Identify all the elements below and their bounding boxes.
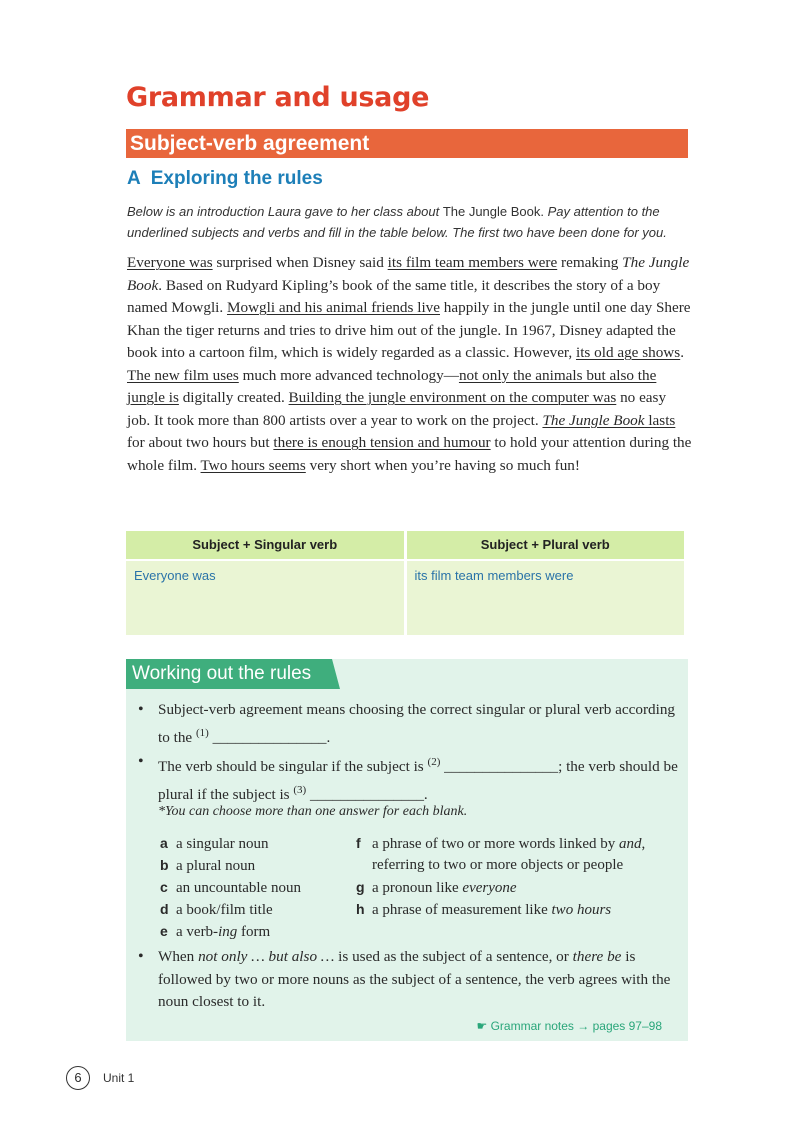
option-letter: e [160,923,168,939]
part-heading [127,168,323,190]
underlined-subject-verb: not only the animals but also the jungle is [127,366,657,406]
grammar-notes-link[interactable]: ☛ Grammar notes → pages 97–98 [476,1019,662,1033]
table-header-singular: Subject + Singular verb [126,531,404,559]
passage-text: to hold your attention during the whole film. [127,434,692,474]
underlined-subject-verb: Mowgli and his animal friends live [226,299,440,316]
option-b [160,854,255,877]
blank-number: (2) [427,756,441,768]
option-text: form [237,924,271,940]
instructions-book-title: The Jungle Book. [442,204,544,219]
underlined-subject-verb: lasts [644,411,676,429]
rules-box [126,659,688,1041]
option-text: an uncountable noun [176,880,301,896]
option-letter: b [160,857,169,873]
instructions-text-2: Pay attention to the underlined subjects and verbs and fill in the table below. The first two have been done for you. [127,204,667,240]
option-text: a plural noun [176,858,256,874]
option-h [356,898,611,921]
passage-text: much more advanced technology— [238,366,459,384]
section-title: Subject-verb agreement [126,129,688,158]
passage-text: . [680,344,684,361]
passage-text: for about two hours but [127,434,274,451]
passage-text: happily in the jungle until one day Shere Khan the tiger returns and tries to drive him out of the jungle. In 1967, Disney adapted the book into a cartoon film, which is widely regarded as a classic. However, [127,299,691,361]
option-letter: h [356,901,365,917]
part-letter: A [127,168,141,189]
rule-text: is followed by two or more nouns as the subject of a sentence, the verb agrees with the noun closest to it. [158,948,671,1010]
page-number: 6 [66,1066,90,1090]
unit-label: Unit 1 [103,1071,135,1085]
rule-text: Subject-verb agreement means choosing the correct singular or plural verb according to the [158,701,676,746]
italic-text: there be [572,948,622,965]
option-text: a phrase of two or more words linked by [372,836,620,852]
underlined-subject-verb: its old age shows [575,344,681,361]
rule-bullet-2 [158,751,688,806]
option-text: a phrase of measurement like [372,902,552,918]
underlined-subject-verb: The Jungle Book [542,411,645,429]
option-letter: c [160,879,168,895]
rule-bullet-3 [158,946,688,1014]
underlined-subject-verb: Everyone was [127,254,213,271]
reading-passage [127,252,693,477]
part-title: Exploring the rules [150,168,323,189]
option-d [160,898,273,921]
rule-text: is used as the subject of a sentence, or [334,948,573,965]
table-cell-singular[interactable]: Everyone was [126,561,404,635]
underlined-subject-verb: Building the jungle environment on the computer was [288,389,617,406]
rule-text: _______________; the verb should be plural if the subject is [158,758,678,803]
italic-text: not only … but also … [198,948,335,965]
table-cell-plural[interactable]: its film team members were [407,561,685,635]
option-f [356,832,645,855]
passage-text: very short when you’re having so much fun! [305,456,580,474]
passage-text: digitally created. [178,389,289,406]
verb-table [126,531,684,635]
table-header-plural: Subject + Plural verb [407,531,685,559]
option-letter: a [160,835,168,851]
singular-column [126,531,404,635]
choice-note: *You can choose more than one answer for each blank. [158,804,468,819]
underlined-subject-verb: there is enough tension and humour [273,434,491,451]
option-letter: g [356,879,365,895]
option-f-line2: referring to two or more objects or people [372,857,624,873]
blank-number: (3) [293,783,307,796]
page-title: Grammar and usage [126,82,430,113]
option-text: a singular noun [176,836,269,852]
italic-text: The Jungle Book [127,254,690,294]
passage-text: no easy job. It took more than 800 artists over a year to work on the project. [127,389,667,429]
passage-text: remaking [557,254,623,271]
instructions [127,201,691,243]
option-e [160,920,270,943]
option-emphasis: two hours [551,902,612,918]
option-a [160,832,268,855]
option-text: , [641,836,646,852]
underlined-subject-verb: Two hours seems [200,456,306,474]
option-text: a book/film title [176,902,273,918]
plural-column [407,531,685,635]
option-emphasis: and [619,836,642,852]
option-letter: f [356,835,361,851]
rule-text: The verb should be singular if the subject is [158,758,428,776]
option-text: a pronoun like [372,880,463,896]
option-letter: d [160,901,169,917]
option-g [356,876,517,899]
answer-blank[interactable]: _______________. [208,728,331,746]
rule-bullet-1 [158,699,688,749]
blank-number: (1) [195,726,209,739]
instructions-text: Below is an introduction Laura gave to her class about [127,204,443,219]
passage-text: surprised when Disney said [212,254,388,271]
passage-text: . Based on Rudyard Kipling’s book of the same title, it describes the story of a boy named Mowgli. [127,276,661,316]
answer-blank[interactable]: _______________. [306,785,428,803]
underlined-subject-verb: its film team members were [387,254,558,271]
option-c [160,876,301,899]
option-emphasis: everyone [462,880,517,896]
underlined-subject-verb: The new film uses [127,366,239,384]
rule-text: When [158,948,199,965]
rules-title: Working out the rules [126,659,332,689]
option-text: a verb- [176,924,219,940]
option-emphasis: ing [218,924,238,940]
